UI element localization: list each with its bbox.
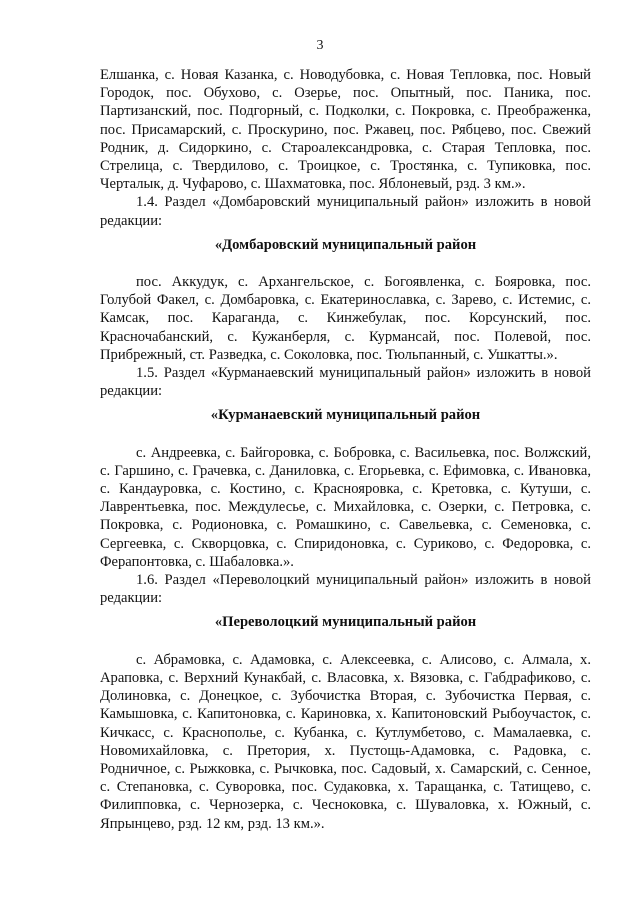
intro-paragraph: Елшанка, с. Новая Казанка, с. Новодубовка, с. Новая Тепловка, пос. Новый Городок, пос. Обухово, с. Озерье, пос. Опытный, пос. Паника, пос. Партизанский, пос. Подгорный, с. Подколки, с. Покровка, с. Преображенка, пос. Присамарский, с. Проскурино, пос. Ржавец, пос. Рябцево, пос. Свежий Родник, д. Сидоркино, с. Староалександровка, с. Старая Тепловка, пос. Стрелица, с. Твердилово, с. Троицкое, с. Тростянка, с. Тупиковка, пос. Черталык, д. Чуфарово, с. Шахматовка, пос. Яблоневый, рзд. 3 км.». [100, 67, 591, 193]
section-heading: «Переволоцкий муниципальный район [214, 614, 477, 631]
section-paragraph: 1.6. Раздел «Переволоцкий муниципальный район» изложить в новой редакции: [100, 572, 591, 607]
section-heading: «Домбаровский муниципальный район [214, 236, 477, 253]
page-number: 3 [316, 38, 324, 53]
document-body [100, 66, 591, 833]
settlement-list: с. Андреевка, с. Байгоровка, с. Бобровка, с. Васильевка, пос. Волжский, с. Гаршино, с. Грачевка, с. Даниловка, с. Егорьевка, с. Ефимовка, с. Ивановка, с. Кандауровка, с. Костино, с. Краснояровка, с. Кретовка, с. Кутуши, с. Лаврентьевка, пос. Междулесье, с. Михайловка, с. Озерки, с. Петровка, с. Покровка, с. Родионовка, с. Ромашкино, с. Савельевка, с. Семеновка, с. Сергеевка, с. Скворцовка, с. Спиридоновка, с. Суриково, с. Федоровка, с. Ферапонтовка, с. Шабаловка.». [100, 444, 591, 570]
settlement-list: пос. Аккудук, с. Архангельское, с. Богоявленка, с. Бояровка, пос. Голубой Факел, с. Домбаровка, с. Екатеринославка, с. Зарево, с. Истемис, с. Камсак, пос. Караганда, с. Кинжебулак, пос. Корсунский, пос. Красночабанский, с. Кужанберля, с. Курмансай, пос. Полевой, пос. Прибрежный, ст. Разведка, с. Соколовка, пос. Тюльпанный, с. Ушкатты.». [100, 274, 591, 363]
section-paragraph: 1.4. Раздел «Домбаровский муниципальный район» изложить в новой редакции: [100, 194, 591, 229]
section-paragraph: 1.5. Раздел «Курманаевский муниципальный район» изложить в новой редакции: [100, 365, 591, 400]
settlement-list: с. Абрамовка, с. Адамовка, с. Алексеевка, с. Алисово, с. Алмала, х. Араповка, с. Верхний Кунакбай, с. Власовка, х. Вязовка, с. Габдрафиково, с. Долиновка, с. Донецкое, с. Зубочистка Вторая, с. Зубочистка Первая, с. Камышовка, с. Капитоновка, с. Кариновка, х. Капитоновский Рыбоучасток, с. Кичкасс, с. Краснополье, с. Кубанка, с. Кутлумбетово, с. Мамалаевка, с. Новомихайловка, с. Претория, х. Пустощь-Адамовка, с. Радовка, с. Родничное, с. Рыжковка, с. Рычковка, пос. Садовый, х. Самарский, с. Сенное, с. Степановка, с. Суворовка, пос. Судаковка, х. Таращанка, с. Татищево, с. Филипповка, с. Чернозерка, с. Чесноковка, с. Шуваловка, х. Южный, с. Япрынцево, рзд. 12 км, рзд. 13 км.». [100, 651, 591, 832]
section-heading: «Курманаевский муниципальный район [210, 407, 481, 424]
